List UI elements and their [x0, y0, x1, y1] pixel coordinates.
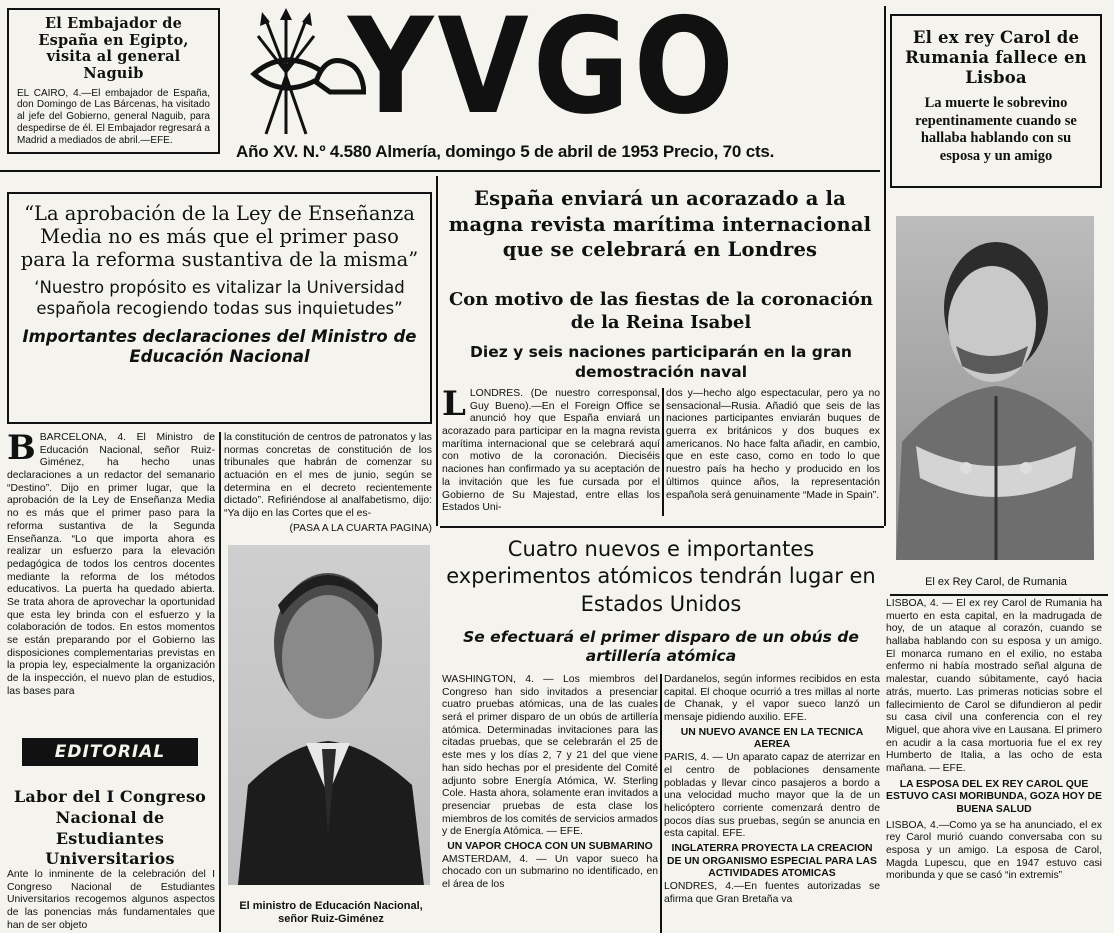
- center-headline: España enviará un acorazado a la magna revista marítima internacional que se celebrará en Londres: [448, 187, 872, 262]
- atomic-col1-text: WASHINGTON, 4. — Los miembros del Congreso han sido invitados a presenciar cuatro pruebas atómicas, una de las cuales será el primer disparo de un obús de artillería atómica. Determinadas invitaciones para las citadas pruebas, que se celebrarán el 25 de este mes y los días 2, 7 y 21 del que viene han sido hechas por el presidente del Comité adjunto sobre Energía Atómica, W. Sterling Cole. Hasta ahora, solamente eran invitados a presenciar pruebas de esta clase los miembros de los comités de servicios armados y de Energía Atómica. — EFE.: [442, 674, 658, 838]
- minister-photo-caption: El ministro de Educación Nacional, señor Ruiz-Giménez: [239, 900, 423, 926]
- center-left-divider: [436, 176, 438, 526]
- editorial-label: [22, 738, 198, 766]
- left-article-subhead: ‘Nuestro propósito es vitalizar la Universidad española recogiendo todas sus inquietudes”: [34, 278, 405, 318]
- right-article-sub: LA ESPOSA DEL EX REY CAROL QUE ESTUVO CASI MORIBUNDA, GOZA HOY DE BUENA SALUD: [886, 778, 1102, 815]
- atomic-col2b-text: PARIS, 4. — Un aparato capaz de aterrizar en el centro de poblaciones densamente pobladas y llevar cinco pasajeros a bordo a una velocidad mucho mayor que la de un helicóptero corriente comenzará dentro de pocos días sus pruebas, según se anuncia en esta capital. EFE.: [664, 752, 880, 840]
- atomic-subhead: Se efectuará el primer disparo de un obús de artillería atómica: [463, 628, 859, 665]
- right-article-text-2: LISBOA, 4.—Como ya se ha anunciado, el ex rey Carol murió cuando conversaba con su esposa y un amigo. La esposa de Carol, Magda Lupescu, que en 1947 estuvo casi moribunda y que se casó “in extremis”: [886, 819, 1102, 882]
- atomic-col1: [442, 674, 658, 933]
- left-col-divider: [219, 432, 221, 932]
- atomic-sub-c: INGLATERRA PROYECTA LA CREACION DE UN ORGANISMO ESPECIAL PARA LAS ACTIVIDADES ATOMICAS: [667, 842, 877, 880]
- center-subhead-1: Con motivo de las fiestas de la coronación de la Reina Isabel: [448, 289, 874, 334]
- center-col2-text: dos y—hecho algo espectacular, pero ya no sensacional—Rusia. Añadió que seis de las naciones participantes enviarán buques de guerra ex británicos y dos buques ex americanos. No hace falta añadir, en cambio, que en este caso, como en todo lo que nuestro país ha hecho y producido en los últimos quince años, la representación española será genuinamente “Made in Spain”.: [666, 388, 880, 501]
- top-left-body: EL CAIRO, 4.—El embajador de España, don Domingo de Las Bárcenas, ha visitado al jefe del Gobierno, general Naguib, para despedirse de él. El Embajador regresará a Madrid a mediados de abril.—EFE.: [17, 87, 210, 146]
- atomic-top-rule: [440, 526, 884, 528]
- minister-photo: [228, 545, 430, 885]
- dropcap-l: L: [442, 384, 466, 424]
- masthead-rule: [0, 170, 880, 172]
- top-right-news-box: [890, 14, 1102, 188]
- atomic-col2-text: Dardanelos, según informes recibidos en esta capital. El choque ocurrió a tres millas al norte de Chanak, y el vapor sueco lanzó un mensaje pidiendo auxilio. EFE.: [664, 674, 880, 724]
- left-article-deck: Importantes declaraciones del Ministro de Educación Nacional: [22, 327, 417, 367]
- atomic-col2c-text: LONDRES, 4.—En fuentes autorizadas se afirma que Gran Bretaña va: [664, 881, 880, 905]
- masthead: [230, 0, 878, 166]
- editorial-body: Ante lo inminente de la celebración del I Congreso Nacional de Estudiantes Universitarios recogemos algunos aspectos de las ponencias más fundamentales que han de ser objeto: [7, 869, 215, 931]
- atomic-headline: Cuatro nuevos e importantes experimentos atómicos tendrán lugar en Estados Unidos: [446, 537, 876, 616]
- atomic-col2: [664, 674, 880, 933]
- masthead-title: YVGO: [348, 0, 738, 144]
- atomic-col-divider: [660, 674, 662, 933]
- left-article-col2-text: la constitución de centros de patronatos y las normas concretas de constitución de los tribunales que habrán de comenzar su actuación en el mes de junio, según se determina en el decreto recientemente dictado”. Refiriéndose al analfabetismo, dijo: “Ya dijo en las Cortes que el es-: [224, 432, 432, 520]
- left-article-headline: “La aprobación de la Ley de Enseñanza Media no es más que el primer paso para la reforma sustantiva de la misma”: [20, 202, 419, 271]
- right-article-text: LISBOA, 4. — El ex rey Carol de Rumania ha muerto en esta capital, en la madrugada de hoy, de un ataque al corazón, cuando se hallaba hablando con su esposa y un amigo. El monarca rumano en el exilio, no estaba enfermo ni había mostrado señal alguna de malestar, cuando súbitamente, cayó hacia atrás, muerto. Las primeras noticias sobre el fallecimiento de Carol se difundieron al pedir su casa civil una conferencia con el rey Miguel, que ahora vive en Lausana. El primero en acudir a la casa mortuoria fue el ex rey Humberto de Italia, a las ocho de esta mañana. — EFE.: [886, 598, 1102, 774]
- right-article-body: [886, 598, 1102, 933]
- top-right-subhead: La muerte le sobrevino repentinamente cuando se hallaba hablando con su esposa y un amigo: [915, 95, 1077, 164]
- atomic-sub-a: UN VAPOR CHOCA CON UN SUBMARINO: [447, 840, 653, 852]
- center-col2: [666, 388, 880, 502]
- atomic-col1b-text: AMSTERDAM, 4. — Un vapor sueco ha chocado con un submarino no identificado, en el área de los: [442, 853, 658, 890]
- center-col-divider: [662, 388, 664, 516]
- editorial-label-text: EDITORIAL: [54, 742, 166, 762]
- masthead-dateline: Año XV. N.º 4.580 Almería, domingo 5 de abril de 1953 Precio, 70 cts.: [236, 142, 775, 161]
- top-left-headline: El Embajador de España en Egipto, visita al general Naguib: [38, 15, 189, 83]
- left-article-col1: [7, 432, 215, 730]
- center-right-divider: [884, 6, 886, 526]
- king-carol-caption: El ex Rey Carol, de Rumania: [925, 576, 1067, 588]
- left-article-box: [7, 192, 432, 424]
- left-article-col2: [224, 432, 432, 536]
- king-carol-photo: [896, 216, 1094, 560]
- center-subhead-2: Diez y seis naciones participarán en la gran demostración naval: [470, 343, 852, 381]
- center-col1-text: LONDRES. (De nuestro corresponsal, Guy Bueno).—En el Foreign Office se anunció hoy que España enviará un acorazado para participar en la magna revista marítima internacional que se celebrará aquí con motivo de la coronación. Dieciséis naciones han confirmado ya su aceptación de la invitación que les fue cursada por el Gobierno de Su Majestad, entre ellas los Estados Uni-: [442, 388, 660, 514]
- top-right-headline: El ex rey Carol de Rumania fallece en Lisboa: [905, 28, 1087, 87]
- editorial-headline: Labor del I Congreso Nacional de Estudiantes Universitarios: [13, 787, 207, 869]
- top-left-news-box: [7, 8, 220, 154]
- left-article-col1-text: BARCELONA, 4. El Ministro de Educación Nacional, señor Ruiz-Giménez, ha hecho unas declaraciones a un redactor del semanario “Destino”. Dijo en primer lugar, que la aprobación de la Ley de Enseñanza Media no es más que el primer paso para la reforma sustantiva de la Segunda Enseñanza. “Lo que importa ahora es realizar un esfuerzo para la elevación pedagógica de todos los centros docentes mediante la reforma de los métodos educativos. La puerta ha quedado abierta. Se trata ahora de aprovechar la oportunidad que esta ley brinda con el esfuerzo y la colaboración de todos. En estos momentos se están preparando por el Gobierno las disposiciones complementarias previstas en la propia ley, especialmente la organización de la inspección, el nuevo plan de estudios, las bases para: [7, 432, 215, 697]
- right-caption-rule: [890, 594, 1108, 596]
- dropcap-b: B: [7, 432, 36, 468]
- atomic-sub-b: UN NUEVO AVANCE EN LA TECNICA AEREA: [680, 726, 864, 751]
- continued-note: (PASA A LA CUARTA PAGINA): [289, 522, 432, 534]
- center-col1: [442, 384, 660, 515]
